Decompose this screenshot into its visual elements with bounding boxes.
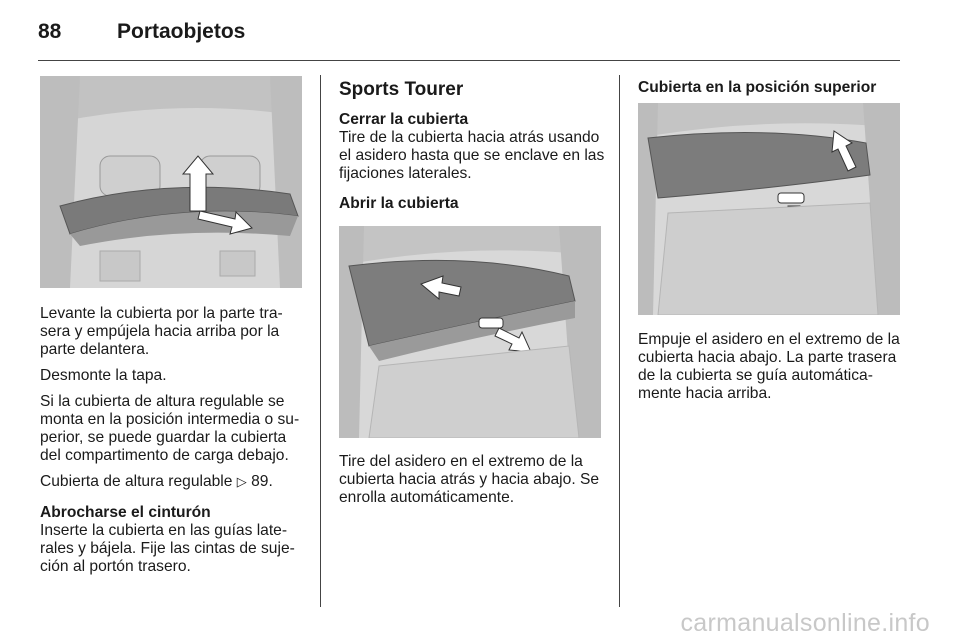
section-title-sports-tourer: Sports Tourer (339, 79, 464, 100)
column-1-text (40, 305, 310, 584)
arrow-ref-icon[interactable]: ▷ (236, 475, 247, 490)
heading-abrir: Abrir la cubierta (339, 195, 459, 212)
column-3-text-top (638, 79, 908, 97)
heading-superior: Cubierta en la posición superior (638, 79, 877, 96)
column-2-text-bottom (339, 453, 607, 515)
header-divider (38, 60, 900, 61)
paragraph-abrir: Tire del asidero en el extremo de la cubierta hacia atrás y hacia abajo. Se enrolla automáticamente. (339, 453, 600, 506)
column-3-text-bottom (638, 331, 908, 411)
page-title: Portaobjetos (117, 20, 246, 43)
paragraph-lift-cover: Levante la cubierta por la parte tra- sera y empújela hacia arriba por la parte delantera. (40, 305, 283, 358)
heading-cerrar: Cerrar la cubierta (339, 111, 469, 128)
paragraph-crossref (40, 473, 310, 492)
crossref-text: Cubierta de altura regulable (40, 473, 237, 490)
figure-remove-cover (40, 76, 302, 288)
crossref-page[interactable]: 89. (246, 473, 273, 490)
paragraph-remove-lid: Desmonte la tapa. (40, 367, 167, 384)
paragraph-store-cover: Si la cubierta de altura regulable se monta en la posición intermedia o su- perior, se puede guardar la cubierta del compartimento de carga debajo. (40, 393, 300, 464)
paragraph-abrochar: Inserte la cubierta en las guías late- rales y bájela. Fije las cintas de suje- ción al portón trasero. (40, 522, 295, 575)
paragraph-cerrar: Tire de la cubierta hacia atrás usando el asidero hasta que se enclave en las fijaciones laterales. (339, 129, 605, 182)
page-number: 88 (38, 20, 62, 43)
figure-open-cover (339, 226, 601, 438)
heading-abrochar: Abrocharse el cinturón (40, 504, 211, 521)
column-2-text-top (339, 79, 607, 213)
column-divider-2 (619, 75, 620, 607)
column-divider-1 (320, 75, 321, 607)
paragraph-superior: Empuje el asidero en el extremo de la cubierta hacia abajo. La parte trasera de la cubierta se guía automática- mente hacia arriba. (638, 331, 900, 402)
watermark: carmanualsonline.info (680, 609, 930, 637)
figure-upper-position (638, 103, 900, 315)
